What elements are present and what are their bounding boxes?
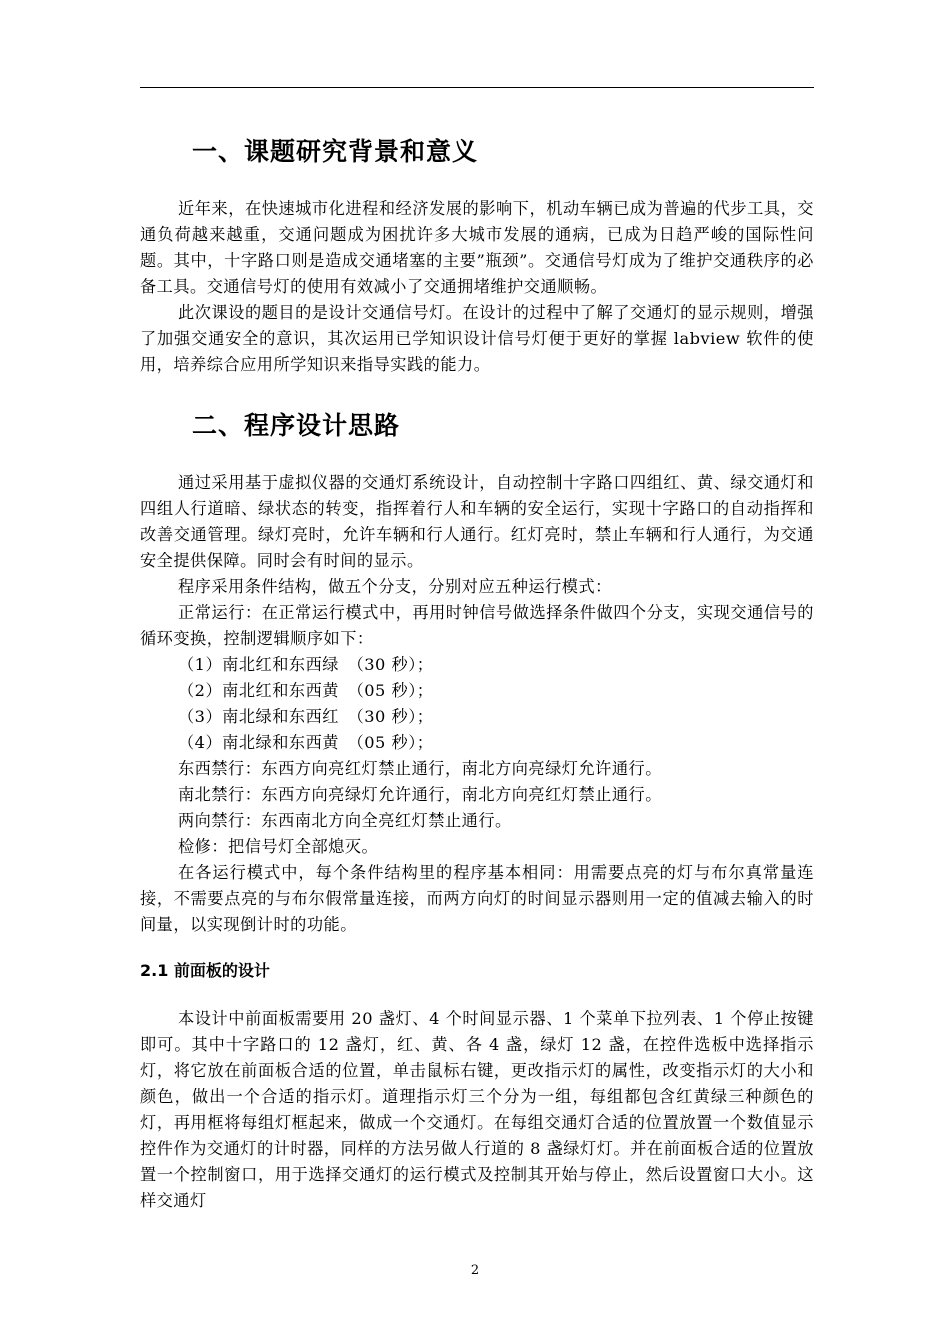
- paragraph-mode-maintenance: 检修：把信号灯全部熄灭。: [178, 837, 379, 856]
- document-body: [140, 130, 814, 1214]
- paragraph-mode-east-west: 东西禁行：东西方向亮红灯禁止通行，南北方向亮绿灯允许通行。: [178, 759, 662, 778]
- paragraph-front-panel: 本设计中前面板需要用 20 盏灯、4 个时间显示器、1 个菜单下拉列表、1 个停止按键即可。其中十字路口的 12 盏灯，红、黄、各 4 盏，绿灯 12 盏，在控件选板中选择指示灯，将它放在前面板合适的位置，单击鼠标右键，更改指示灯的属性，改变指示灯的大小和颜色，做出一个合适的指示灯。道理指示灯三个分为一组，每组都包含红黄绿三种颜色的灯，再用框将每组灯框起来，做成一个交通灯。在每组交通灯合适的位置放置一个数值显示控件作为交通灯的计时器，同样的方法另做人行道的 8 盏绿灯灯。并在前面板合适的位置放置一个控制窗口，用于选择交通灯的运行模式及控制其开始与停止，然后设置窗口大小。这样交通灯: [140, 1009, 814, 1210]
- list-item-step-1: （1）南北红和东西绿 （30 秒）；: [178, 655, 434, 674]
- paragraph-system-intro: 通过采用基于虚拟仪器的交通灯系统设计，自动控制十字路口四组红、黄、绿交通灯和四组人行道暗、绿状态的转变，指挥着行人和车辆的安全运行，实现十字路口的自动指挥和改善交通管理。绿灯亮时，允许车辆和行人通行。红灯亮时，禁止车辆和行人通行，为交通安全提供保障。同时会有时间的显示。: [140, 473, 814, 570]
- paragraph-case-structure: 程序采用条件结构，做五个分支，分别对应五种运行模式：: [178, 577, 612, 596]
- spacer: [140, 448, 814, 470]
- paragraph-mode-north-south: 南北禁行：东西方向亮绿灯允许通行，南北方向亮红灯禁止通行。: [178, 785, 662, 804]
- list-item-step-3: （3）南北绿和东西红 （30 秒）；: [178, 707, 434, 726]
- list-item-step-2: （2）南北红和东西黄 （05 秒）；: [178, 681, 434, 700]
- paragraph-project-purpose: 此次课设的题目的是设计交通信号灯。在设计的过程中了解了交通灯的显示规则，增强了加强交通安全的意识，其次运用已学知识设计信号灯便于更好的掌握 labview 软件的使用，培养综合应用所学知识来指导实践的能力。: [140, 303, 814, 374]
- paragraph-background: 近年来，在快速城市化进程和经济发展的影响下，机动车辆已成为普遍的代步工具，交通负荷越来越重，交通问题成为困扰许多大城市发展的通病，已成为日趋严峻的国际性问题。其中，十字路口则是造成交通堵塞的主要”瓶颈”。交通信号灯成为了维护交通秩序的必备工具。交通信号灯的使用有效减小了交通拥堵维护交通顺畅。: [140, 199, 814, 296]
- header-rule: [140, 87, 814, 88]
- paragraph-normal-mode: 正常运行：在正常运行模式中，再用时钟信号做选择条件做四个分支，实现交通信号的循环变换，控制逻辑顺序如下：: [140, 603, 814, 648]
- section-heading-background: 一、课题研究背景和意义: [192, 137, 479, 166]
- spacer: [140, 174, 814, 196]
- page-number: 2: [470, 1263, 480, 1278]
- list-item-step-4: （4）南北绿和东西黄 （05 秒）；: [178, 733, 434, 752]
- section-heading-design-approach: 二、程序设计思路: [192, 411, 401, 440]
- spacer: [140, 984, 814, 1006]
- subsection-heading-front-panel: 2.1 前面板的设计: [140, 961, 270, 980]
- paragraph-mode-all-stop: 两向禁行：东西南北方向全亮红灯禁止通行。: [178, 811, 512, 830]
- paragraph-mode-closing: 在各运行模式中，每个条件结构里的程序基本相同：用需要点亮的灯与布尔真常量连接，不需要点亮的与布尔假常量连接，而两方向灯的时间显示器则用一定的值减去输入的时间量，以实现倒计时的功能。: [140, 863, 814, 934]
